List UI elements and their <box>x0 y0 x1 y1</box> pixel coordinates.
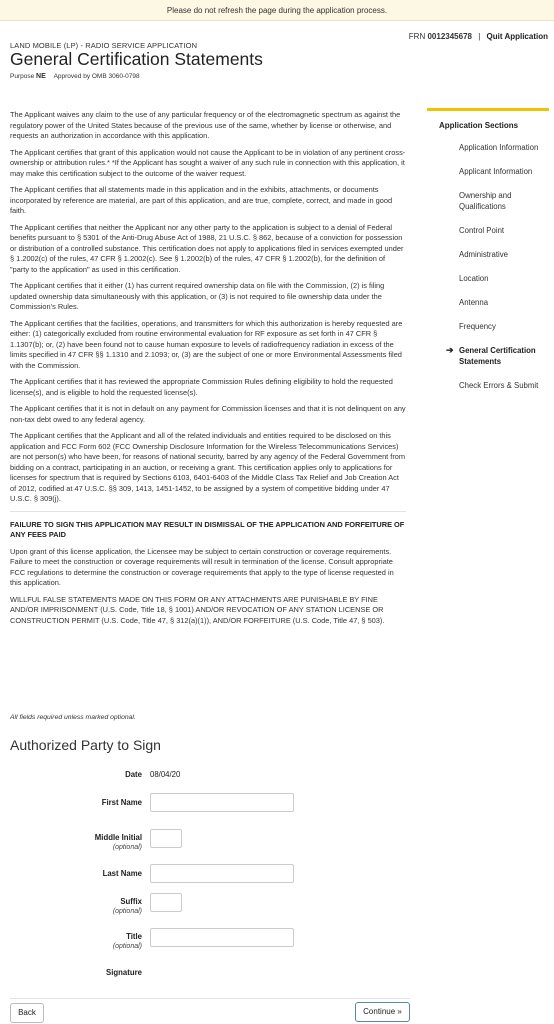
application-sections-nav <box>427 108 549 404</box>
sidebar-title: Application Sections <box>439 121 519 130</box>
statement-ownership-data: The Applicant certifies that it either (1) has current required ownership data on file with the Commission, (2) is filing updated ownership data simultaneously with this application, or (3) is not required to file ownership data under the Commission's Rules. <box>10 281 385 311</box>
sidebar-item-general-certification[interactable] <box>446 345 543 367</box>
last-name-label: Last Name <box>102 869 142 878</box>
divider <box>10 511 406 512</box>
last-name-input[interactable] <box>150 864 294 883</box>
back-button[interactable]: Back <box>10 1003 44 1023</box>
refresh-warning-banner: Please do not refresh the page during the application process. <box>0 0 554 21</box>
sidebar-item-label: General Certification Statements <box>459 346 536 366</box>
frn-header <box>409 32 548 41</box>
statement-waiver: The Applicant waives any claim to the use of any particular frequency or of the electromagnetic spectrum as against the regulatory power of the United States because of the previous use of the same, whether by license or otherwise, and requests an authorization in accordance with this application. <box>10 110 401 140</box>
sidebar-item-administrative[interactable]: Administrative <box>459 250 508 259</box>
statement-eligibility: The Applicant certifies that it has reviewed the appropriate Commission Rules defining eligibility to hold the requested license(s), and is eligible to hold the requested license(s). <box>10 377 393 397</box>
page-title: General Certification Statements <box>10 49 263 69</box>
certification-statements <box>10 110 406 632</box>
statement-not-in-default: The Applicant certifies that it is not in default on any payment for Commission licenses and that it is not delinquent on any non-tax debt owed to any federal agency. <box>10 404 406 424</box>
sidebar-item-check-errors-submit[interactable]: Check Errors & Submit <box>459 381 539 390</box>
sidebar-item-applicant-information[interactable]: Applicant Information <box>459 167 533 176</box>
purpose-value: NE <box>36 73 46 80</box>
required-fields-note: All fields required unless marked optional. <box>10 714 136 721</box>
statement-rf-exposure: The Applicant certifies that the facilities, operations, and transmitters for which this authorization is hereby requested are either: (1) categorically excluded from routine environmental evaluation for RF exposure as set forth in 47 CFR § 1.1307(b); or, (2) have been found not to cause human exposure to levels of radiofrequency radiation in excess of the limits specified in 47 CFR §§ 1.1310 and 2.1093; or, (3) are the subject of one or more Environmental Assessments filed with the Commission. <box>10 318 403 370</box>
sidebar-item-application-information[interactable]: Application Information <box>459 143 539 152</box>
construction-requirements-text: Upon grant of this license application, the Licensee may be subject to certain construction or coverage requirements. Failure to meet the construction or coverage requirements will result in termination of the license. Consult appropriate FCC regulations to determine the construction or coverage requirements that apply to the type of license requested in this application. <box>10 546 394 587</box>
false-statements-warning: WILLFUL FALSE STATEMENTS MADE ON THIS FORM OR ANY ATTACHMENTS ARE PUNISHABLE BY FINE AND/OR IMPRISONMENT (U.S. Code, Title 18, § 1001) AND/OR REVOCATION OF ANY STATION LICENSE OR CONSTRUCTION PERMIT (U.S. Code, Title 47, § 312(a)(1)), AND/OR FORFEITURE (U.S. Code, Title 47, § 503). <box>10 594 385 625</box>
middle-initial-label <box>22 833 142 853</box>
optional-hint: (optional) <box>112 943 142 950</box>
header-separator: | <box>478 32 481 41</box>
date-value: 08/04/20 <box>150 770 181 779</box>
sidebar-item-ownership-qualifications[interactable]: Ownership and Qualifications <box>459 191 512 211</box>
first-name-label: First Name <box>101 798 142 807</box>
section-title: Authorized Party to Sign <box>10 737 161 753</box>
application-type: LAND MOBILE (LP) - RADIO SERVICE APPLICATION <box>10 41 198 50</box>
omb-approval: Approved by OMB 3060-0798 <box>53 73 140 80</box>
quit-application-link[interactable]: Quit Application <box>486 32 548 41</box>
footer-divider <box>10 998 410 999</box>
title-label <box>22 932 142 952</box>
middle-initial-input[interactable] <box>150 829 182 848</box>
statement-material-truth: The Applicant certifies that all statements made in this application and in the exhibits, attachments, or documents incorporated by reference are material, are part of this application, and are true, complete, correct, and made in good faith. <box>10 185 393 215</box>
suffix-label <box>22 897 142 917</box>
sidebar-item-antenna[interactable]: Antenna <box>459 298 489 307</box>
suffix-label-text: Suffix <box>120 897 142 906</box>
title-input[interactable] <box>150 928 294 947</box>
suffix-input[interactable] <box>150 893 182 912</box>
sidebar-item-location[interactable]: Location <box>459 274 489 283</box>
frn-value: 0012345678 <box>427 32 472 41</box>
first-name-input[interactable] <box>150 793 294 812</box>
optional-hint: (optional) <box>112 844 142 851</box>
sidebar-item-control-point[interactable]: Control Point <box>459 226 505 235</box>
title-label-text: Title <box>126 932 142 941</box>
statement-anti-drug: The Applicant certifies that neither the Applicant nor any other party to the application is subject to a denial of Federal benefits pursuant to § 5301 of the Anti-Drug Abuse Act of 1988, 21 U.S.C. § 862, because of a conviction for possession or distribution of a controlled substance. This certification does not apply to applications filed in services exempted under § 1.2002(c) of the rules, 47 CFR § 1.2002(c). See § 1.2002(b) of the rules, 47 CFR § 1.2002(b), for the definition of "party to the application" as used in this certification. <box>10 222 404 274</box>
optional-hint: (optional) <box>112 908 142 915</box>
purpose-line <box>10 73 140 80</box>
statement-national-security: The Applicant certifies that the Applicant and all of the related individuals and entities required to be disclosed on this application and FCC Form 602 (FCC Ownership Disclosure Information for the Wireless Telecommunications Services) are not person(s) who have been, for reasons of national security, barred by any agency of the Federal Government from bidding on a contract, participating in an auction, or receiving a grant. This certification applies only to applications for licenses for spectrum that is required by Sections 6103, 6401-6403 of the Middle Class Tax Relief and Job Creation Act of 2012, codified at 47 U.S.C. §§ 309, 1413, 1451-1452, to be assigned by a system of competitive bidding under 47 U.S.C. § 309(j). <box>10 431 406 503</box>
middle-initial-label-text: Middle Initial <box>94 833 142 842</box>
date-label: Date <box>125 770 142 779</box>
purpose-label: Purpose <box>10 73 35 80</box>
warning-title: FAILURE TO SIGN THIS APPLICATION MAY RESULT IN DISMISSAL OF THE APPLICATION AND FORFEITURE OF ANY FEES PAID <box>10 519 405 539</box>
frn-label: FRN <box>408 32 426 41</box>
signature-label: Signature <box>106 968 142 977</box>
current-section-arrow-icon: ➔ <box>446 345 454 355</box>
statement-cross-ownership: The Applicant certifies that grant of this application would not cause the Applicant to be in violation of any pertinent cross-ownership or attribution rules.* *If the Applicant has sought a waiver of any such rule in connection with this application, it may make this certification subject to the outcome of the waiver request. <box>10 147 406 178</box>
continue-button[interactable]: Continue » <box>355 1002 410 1022</box>
sidebar-item-frequency[interactable]: Frequency <box>459 322 496 331</box>
